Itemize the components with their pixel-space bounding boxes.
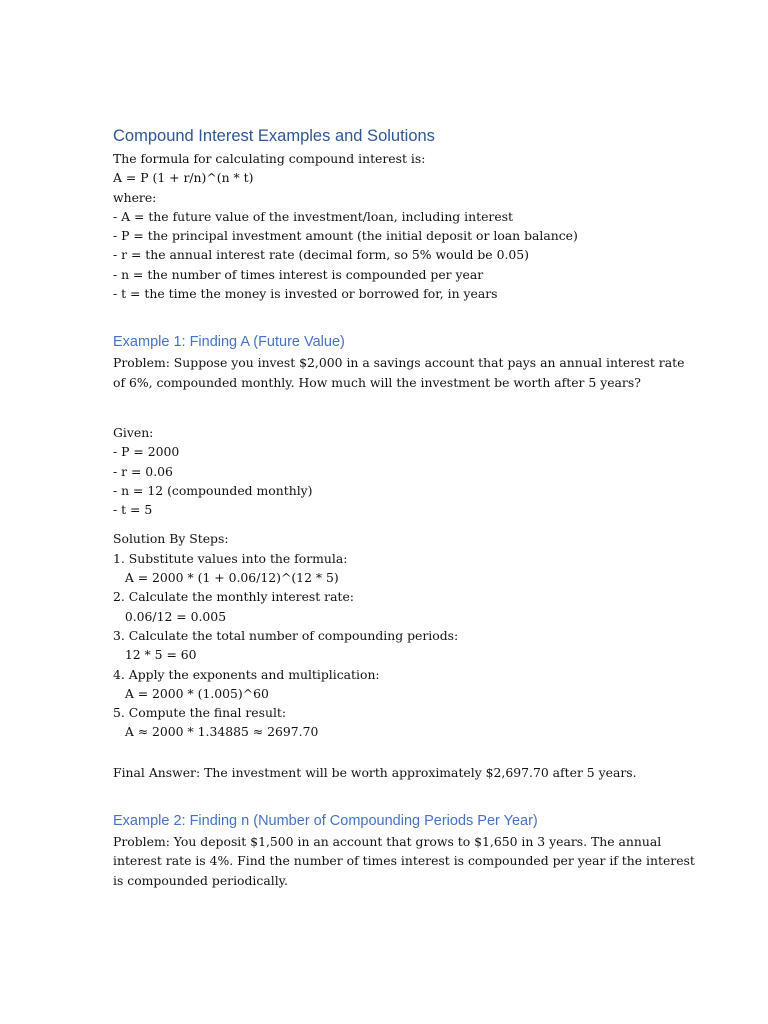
document-title: Compound Interest Examples and Solutions [113,127,435,145]
example-2-problem-line: interest rate is 4%. Find the number of times interest is compounded per year if the interest [113,853,695,869]
where-label: where: [113,189,157,205]
definition-a: - A = the future value of the investment/loan, including interest [113,208,514,224]
definition-t: - t = the time the money is invested or borrowed for, in years [113,286,498,302]
step-5: 5. Compute the final result: [113,705,287,721]
step-1: 1. Substitute values into the formula: [113,550,348,566]
document-page [113,124,695,890]
step-3: 3. Calculate the total number of compounding periods: [113,627,459,643]
definition-p: - P = the principal investment amount (the initial deposit or loan balance) [113,228,578,244]
example-2-heading: Example 2: Finding n (Number of Compounding Periods Per Year) [113,813,538,830]
definition-n: - n = the number of times interest is compounded per year [113,266,484,282]
steps-label: Solution By Steps: [113,531,229,547]
example-1-problem-line: Problem: Suppose you invest $2,000 in a savings account that pays an annual interest rate [113,355,685,371]
step-1-detail: A = 2000 * (1 + 0.06/12)^(12 * 5) [113,570,339,586]
example-2-problem-line: is compounded periodically. [113,872,288,888]
definition-r: - r = the annual interest rate (decimal form, so 5% would be 0.05) [113,247,529,263]
formula: A = P (1 + r/n)^(n * t) [113,170,254,186]
given-r: - r = 0.06 [113,463,173,479]
final-answer: Final Answer: The investment will be worth approximately $2,697.70 after 5 years. [113,764,637,780]
example-2-problem-line: Problem: You deposit $1,500 in an account that grows to $1,650 in 3 years. The annual [113,834,662,850]
given-t: - t = 5 [113,502,153,518]
step-4-detail: A = 2000 * (1.005)^60 [113,685,269,701]
example-1-heading: Example 1: Finding A (Future Value) [113,334,345,351]
step-5-detail: A ≈ 2000 * 1.34885 ≈ 2697.70 [113,724,319,740]
given-label: Given: [113,424,154,440]
formula-intro: The formula for calculating compound interest is: [113,151,426,166]
given-p: - P = 2000 [113,444,180,460]
given-n: - n = 12 (compounded monthly) [113,482,313,498]
step-2-detail: 0.06/12 = 0.005 [113,608,227,624]
step-2: 2. Calculate the monthly interest rate: [113,589,354,605]
step-3-detail: 12 * 5 = 60 [113,647,197,663]
example-1-problem-line: of 6%, compounded monthly. How much will the investment be worth after 5 years? [113,374,641,390]
step-4: 4. Apply the exponents and multiplication: [113,666,380,682]
